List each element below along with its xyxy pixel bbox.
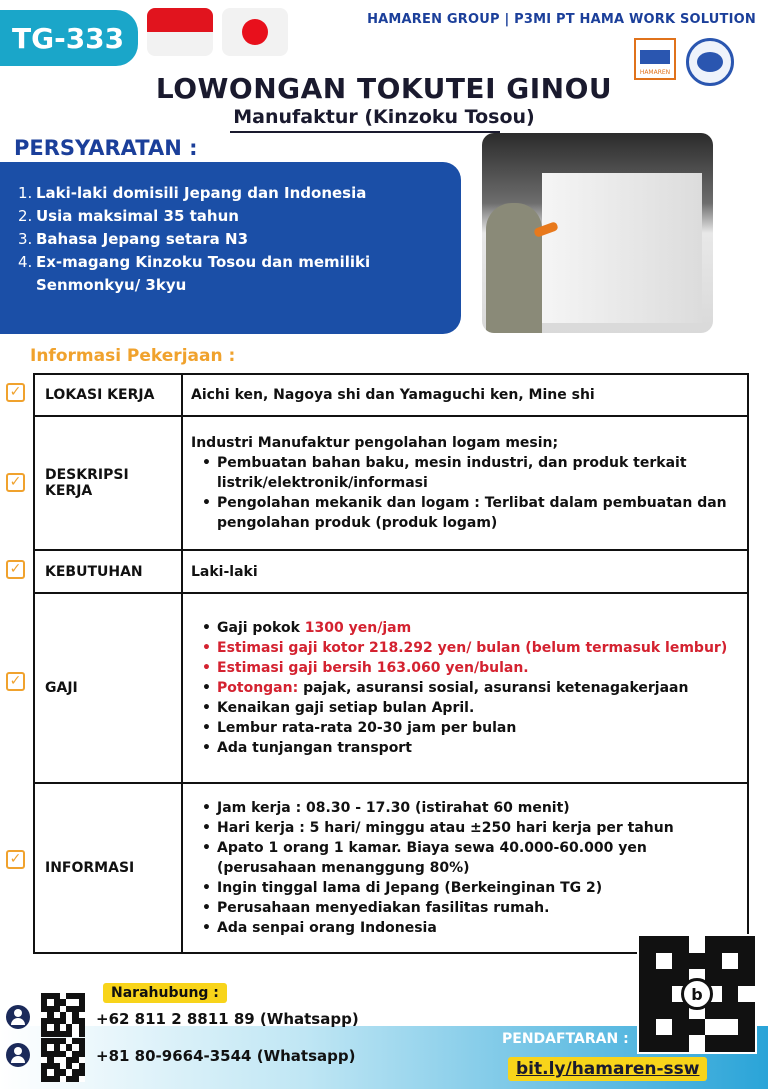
list-item: • Apato 1 orang 1 kamar. Biaya sewa 40.000-60.000 yen (perusahaan menanggung 80%) [191, 838, 739, 878]
list-item: • Lembur rata-rata 20-30 jam per bulan [191, 718, 739, 738]
description-intro: Industri Manufaktur pengolahan logam mesin; [191, 435, 559, 451]
list-item: • Pembuatan bahan baku, mesin industri, dan produk terkait listrik/elektronik/informasi [191, 453, 739, 493]
table-row [34, 416, 748, 550]
row-label: DESKRIPSI KERJA [34, 416, 182, 550]
row-label: INFORMASI [34, 783, 182, 953]
requirements-heading: PERSYARATAN : [14, 136, 198, 160]
subtitle-underline [230, 131, 500, 133]
qr-center-logo-icon: b [681, 978, 713, 1010]
row-label: KEBUTUHAN [34, 550, 182, 593]
row-value [182, 593, 748, 783]
row-value: Laki-laki [182, 550, 748, 593]
list-item: • Ada senpai orang Indonesia [191, 918, 739, 938]
list-item: • Perusahaan menyediakan fasilitas rumah. [191, 898, 739, 918]
spray-painting-worker-photo [482, 133, 713, 333]
organization-name: HAMAREN GROUP | P3MI PT HAMA WORK SOLUTION [367, 12, 756, 27]
row-value [182, 416, 748, 550]
phone-number-japan[interactable]: +81 80-9664-3544 (Whatsapp) [96, 1047, 356, 1065]
checkbox-icon: ✓ [6, 473, 25, 492]
row-label: GAJI [34, 593, 182, 783]
checkbox-icon: ✓ [6, 850, 25, 869]
registration-link[interactable]: bit.ly/hamaren-ssw [508, 1057, 707, 1081]
requirement-item: 3. Bahasa Jepang setara N3 [18, 230, 249, 248]
checkbox-icon: ✓ [6, 560, 25, 579]
job-code-badge [0, 10, 138, 66]
list-item: • Pengolahan mekanik dan logam : Terlibat dalam pembuatan dan pengolahan produk (produk logam) [191, 493, 739, 533]
whatsapp-qr-code-icon[interactable] [41, 1038, 85, 1082]
japan-flag-icon [222, 8, 288, 56]
table-row [34, 550, 748, 593]
list-item: • Ingin tinggal lama di Jepang (Berkeinginan TG 2) [191, 878, 739, 898]
job-code: TG-333 [12, 21, 125, 55]
registration-label: PENDAFTARAN : [502, 1031, 629, 1047]
row-value: Aichi ken, Nagoya shi dan Yamaguchi ken, Mine shi [182, 374, 748, 416]
requirement-item: 4. Ex-magang Kinzoku Tosou dan memiliki Senmonkyu/ 3kyu [18, 253, 371, 294]
row-value [182, 783, 748, 953]
requirements-list [18, 182, 445, 297]
indonesia-flag-icon [147, 8, 213, 56]
requirements-box [0, 162, 461, 334]
list-item: • Gaji pokok 1300 yen/jam [191, 618, 739, 638]
checkbox-icon: ✓ [6, 383, 25, 402]
list-item: • Potongan: pajak, asuransi sosial, asuransi ketenagakerjaan [191, 678, 739, 698]
hamaren-logo: HAMAREN [634, 38, 676, 80]
list-item: • Hari kerja : 5 hari/ minggu atau ±250 hari kerja per tahun [191, 818, 739, 838]
whatsapp-qr-code-icon[interactable] [41, 993, 85, 1037]
list-item: • Jam kerja : 08.30 - 17.30 (istirahat 60 menit) [191, 798, 739, 818]
list-item: • Estimasi gaji kotor 218.292 yen/ bulan (belum termasuk lembur) [191, 638, 739, 658]
person-icon [6, 1043, 30, 1067]
requirement-item: 2. Usia maksimal 35 tahun [18, 207, 239, 225]
registration-qr-code-icon[interactable] [637, 934, 757, 1054]
table-row [34, 374, 748, 416]
checkbox-icon: ✓ [6, 672, 25, 691]
list-item: • Estimasi gaji bersih 163.060 yen/bulan. [191, 658, 739, 678]
requirement-item: 1. Laki-laki domisili Jepang dan Indonesia [18, 184, 367, 202]
row-label: LOKASI KERJA [34, 374, 182, 416]
table-row [34, 783, 748, 953]
page-title: LOWONGAN TOKUTEI GINOU [155, 72, 613, 105]
page-subtitle: Manufaktur (Kinzoku Tosou) [233, 106, 535, 128]
list-item: • Kenaikan gaji setiap bulan April. [191, 698, 739, 718]
person-icon [6, 1005, 30, 1029]
phone-number-indonesia[interactable]: +62 811 2 8811 89 (Whatsapp) [96, 1010, 359, 1028]
contact-label: Narahubung : [103, 983, 227, 1003]
table-row [34, 593, 748, 783]
job-info-table [33, 373, 749, 954]
job-info-heading: Informasi Pekerjaan : [30, 346, 236, 366]
list-item: • Ada tunjangan transport [191, 738, 739, 758]
